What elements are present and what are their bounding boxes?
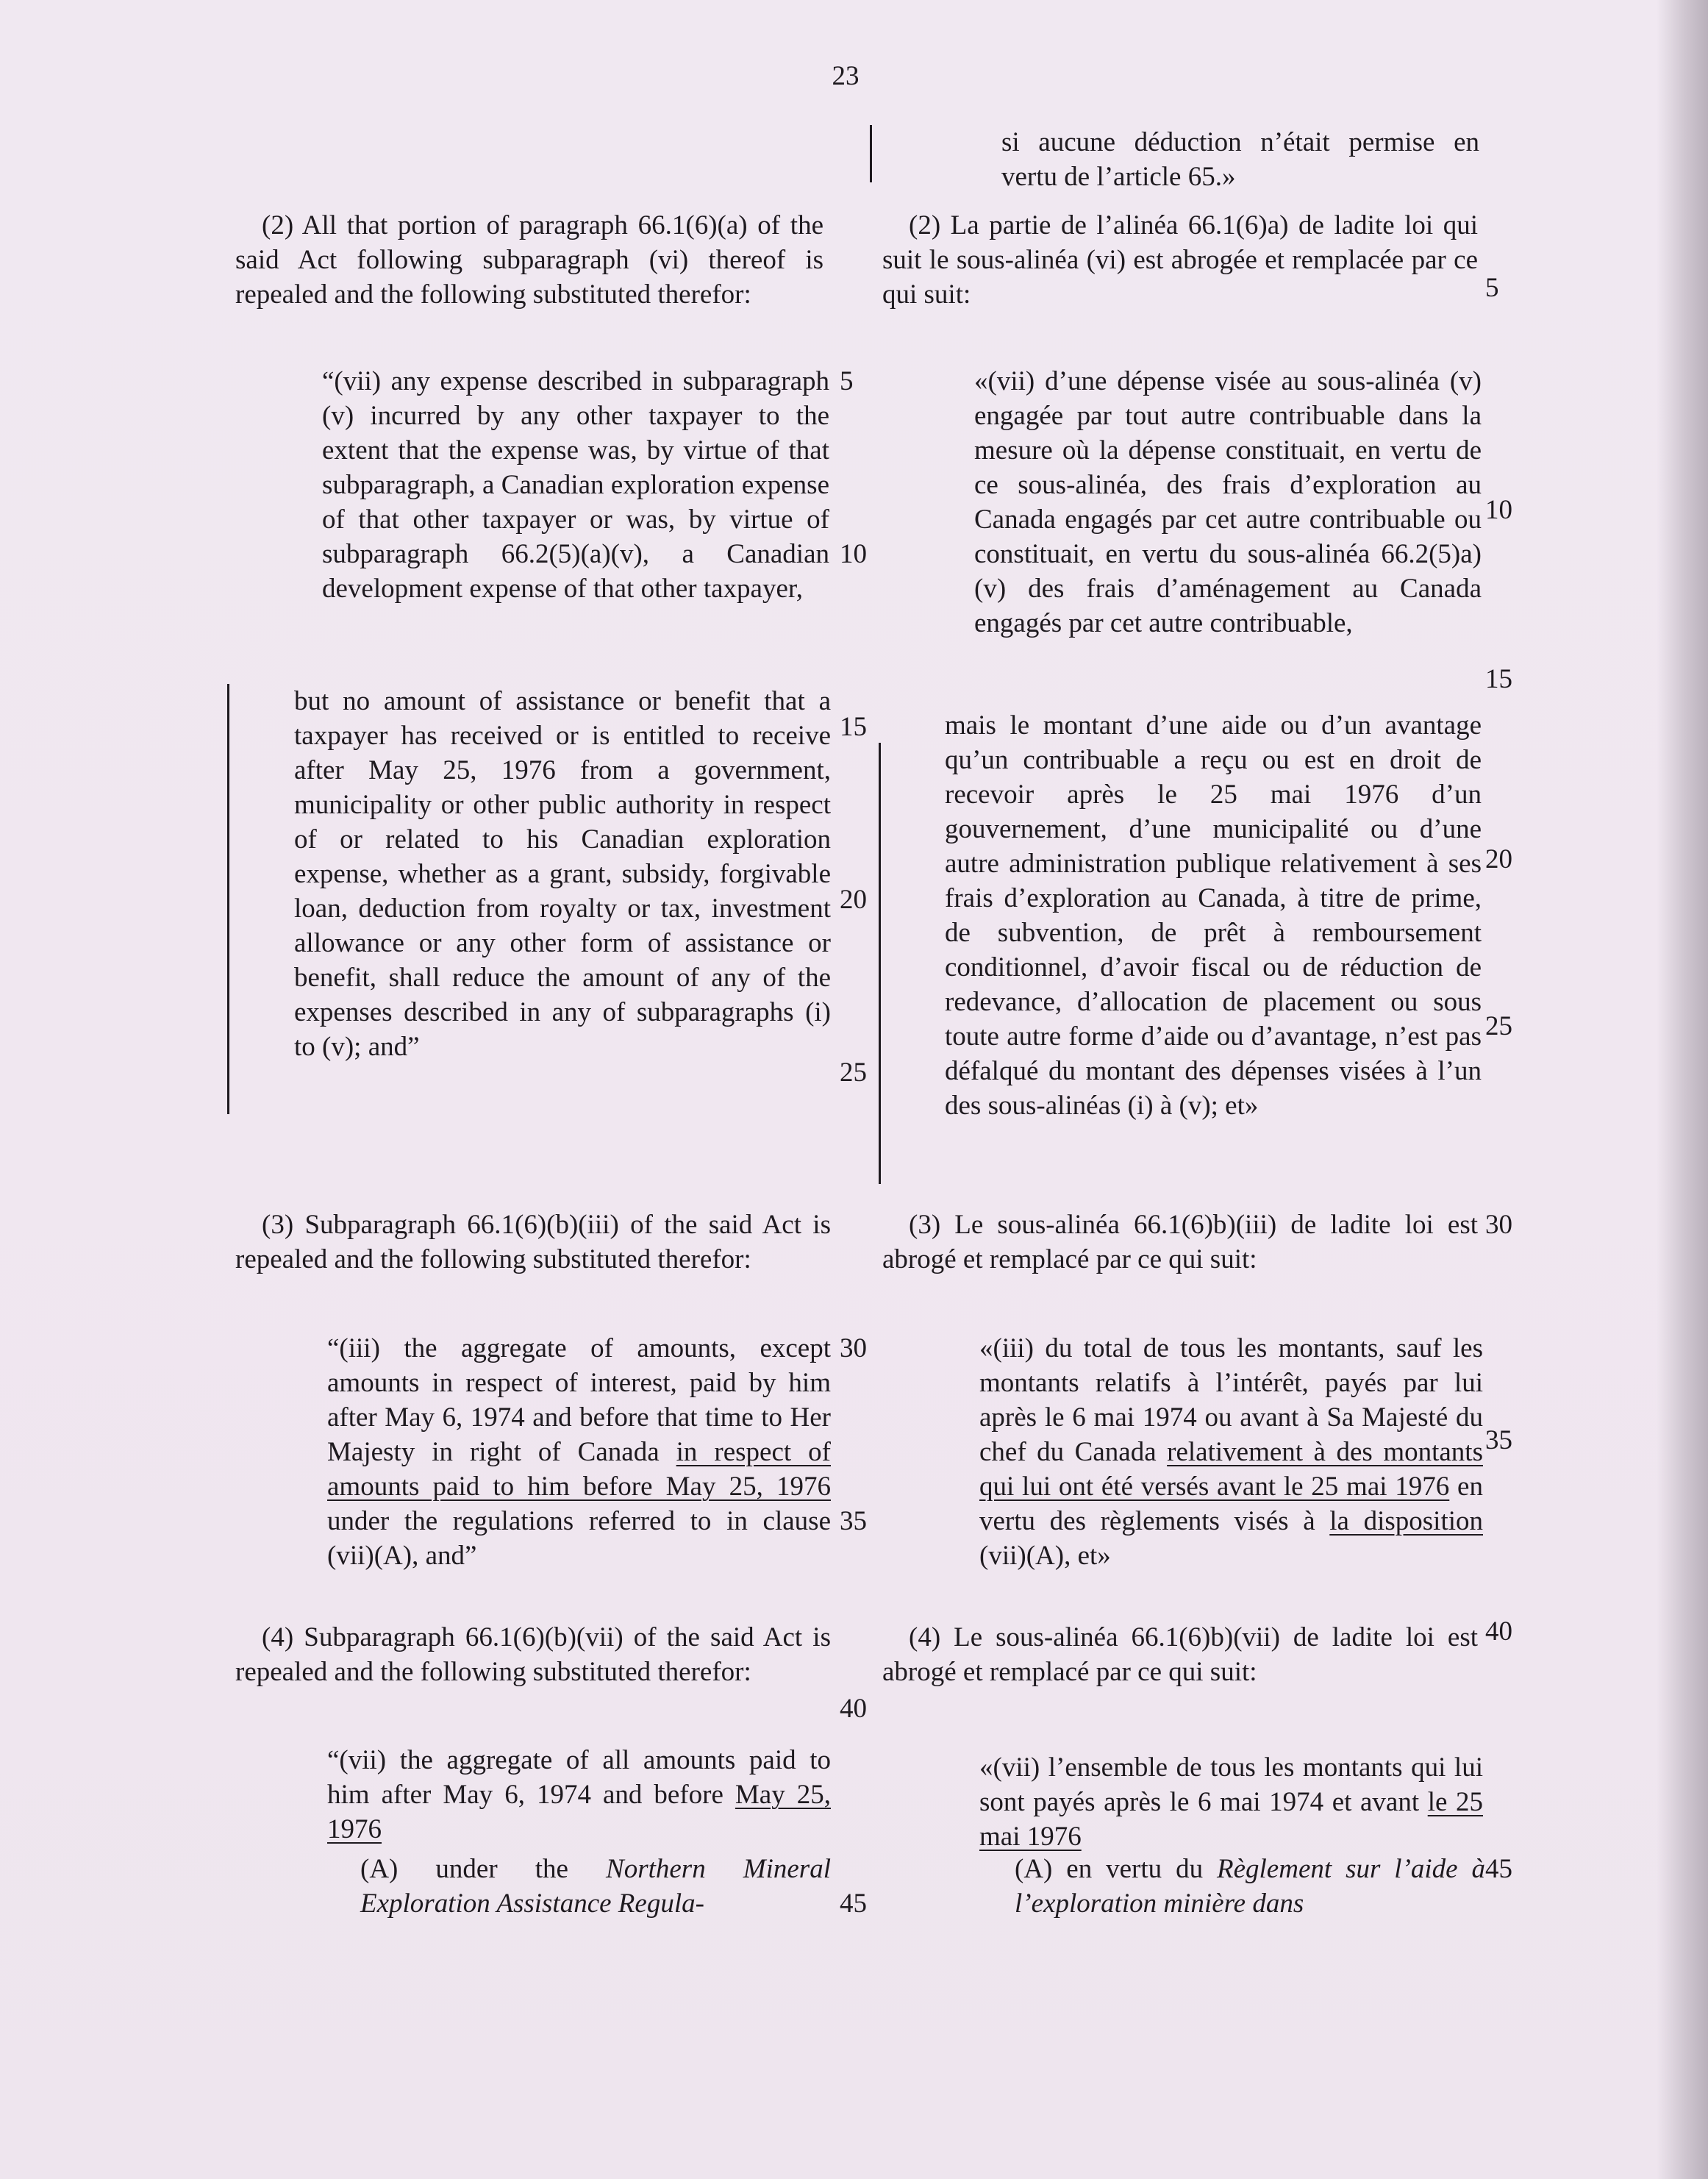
line-number-left: 15 <box>840 712 867 742</box>
fr-s4-vii-underlined: le 25 mai 1976 <box>979 1787 1484 1852</box>
line-number-right: 15 <box>1485 664 1512 694</box>
fr-s4-vii <box>979 1750 1483 1854</box>
en-s4-A <box>360 1852 831 1921</box>
fr-s3-iii <box>979 1331 1483 1573</box>
en-s3-iii <box>327 1331 831 1573</box>
page-number: 23 <box>832 61 860 91</box>
change-bar-top <box>870 125 872 182</box>
en-s3-iii-underlined: in respect of amounts paid to him before May 25, 1976 <box>327 1437 831 1502</box>
en-s4-vii-text: “(vii) the aggregate of all amounts paid to him after May 6, 1974 and before <box>327 1745 831 1810</box>
en-s2-intro: (2) All that portion of paragraph 66.1(6)(a) of the said Act following subparagraph (vi) thereof is repealed and the following substituted therefor: <box>235 210 823 310</box>
line-number-right: 5 <box>1485 273 1499 303</box>
fr-s2-intro: (2) La partie de l’alinéa 66.1(6)a) de ladite loi qui suit le sous-alinéa (vi) est abrogée et remplacée par ce qui suit: <box>882 210 1478 310</box>
fr-s2-vii-quote: «(vii) d’une dépense visée au sous-alinéa (v) engagée par tout autre contribuable dans la mesure où la dépense constituait, en vertu de ce sous-alinéa, des frais d’exploration au Canada engagés par cet autre contribuable ou constituait, en vertu du sous-alinéa 66.2(5)a)(v) des frais d’aménagement au Canada engagés par cet autre contribuable, <box>974 366 1482 638</box>
page-edge-shadow <box>1657 0 1708 2179</box>
fr-s3-iii-text-c: (vii)(A), et» <box>979 1541 1111 1571</box>
fr-s3-intro: (3) Le sous-alinéa 66.1(6)b)(iii) de ladite loi est abrogé et remplacé par ce qui suit: <box>882 1210 1478 1274</box>
fr-s4-A-text: (A) en vertu du <box>1015 1854 1217 1884</box>
line-number-left: 20 <box>840 885 867 915</box>
en-s3-intro: (3) Subparagraph 66.1(6)(b)(iii) of the said Act is repealed and the following substituted therefor: <box>235 1210 831 1274</box>
en-s4-intro: (4) Subparagraph 66.1(6)(b)(vii) of the said Act is repealed and the following substituted therefor: <box>235 1622 831 1687</box>
change-bar-middle <box>879 743 881 1184</box>
line-number-right: 35 <box>1485 1425 1512 1455</box>
fr-s3-iii-underlined-2: la disposition <box>1329 1506 1483 1536</box>
line-number-left: 35 <box>840 1506 867 1536</box>
fr-s3-iii-text-b: en vertu des règlements visés à <box>979 1472 1483 1536</box>
en-s3-iii-text-b: under the regulations referred to in clause (vii)(A), and” <box>327 1506 831 1571</box>
en-s2-but-clause: but no amount of assistance or benefit that a taxpayer has received or is entitled to receive after May 25, 1976 from a government, municipality or other public authority in respect of or related to his Canadian exploration expense, whether as a grant, subsidy, forgivable loan, deduction from royalty or tax, investment allowance or any other form of assistance or benefit, shall reduce the amount of any of the expenses described in any of subparagraphs (i) to (v); and” <box>294 686 831 1062</box>
line-number-left: 5 <box>840 366 854 396</box>
fr-s3-iii-text-a: «(iii) du total de tous les montants, sauf les montants relatifs à l’intérêt, payés par lui après le 6 mai 1974 ou avant à Sa Majesté du chef du Canada <box>979 1333 1483 1467</box>
line-number-right: 30 <box>1485 1210 1512 1240</box>
fr-s4-intro: (4) Le sous-alinéa 66.1(6)b)(vii) de ladite loi est abrogé et remplacé par ce qui suit: <box>882 1622 1478 1687</box>
line-number-right: 45 <box>1485 1854 1512 1884</box>
line-number-left: 10 <box>840 539 867 569</box>
line-number-left: 25 <box>840 1058 867 1088</box>
fr-s4-A-italic: Règlement sur l’aide à l’exploration minière dans <box>1015 1854 1486 1919</box>
fr-s4-A <box>1015 1852 1485 1921</box>
fr-s4-vii-text: «(vii) l’ensemble de tous les montants qui lui sont payés après le 6 mai 1974 et avant <box>979 1752 1483 1817</box>
en-s4-vii-underlined: May 25, 1976 <box>327 1780 831 1844</box>
line-number-left: 40 <box>840 1694 867 1724</box>
line-number-left: 30 <box>840 1333 867 1363</box>
en-s2-vii-quote: “(vii) any expense described in subparagraph (v) incurred by any other taxpayer to the extent that the expense was, by virtue of that subparagraph, a Canadian exploration expense of that other taxpayer or was, by virtue of subparagraph 66.2(5)(a)(v), a Canadian development expense of that other taxpayer, <box>322 366 829 604</box>
line-number-left: 45 <box>840 1889 867 1919</box>
en-s4-A-text: (A) under the <box>360 1854 607 1884</box>
en-s3-iii-text-a: “(iii) the aggregate of amounts, except amounts in respect of interest, paid by him after May 6, 1974 and before that time to Her Majesty in right of Canada <box>327 1333 831 1467</box>
fr-s3-iii-underlined: relativement à des montants qui lui ont été versés avant le 25 mai 1976 <box>979 1437 1483 1502</box>
line-number-right: 10 <box>1485 495 1512 525</box>
line-number-right: 25 <box>1485 1011 1512 1041</box>
en-s4-A-italic: Northern Mineral Exploration Assistance Regula- <box>360 1854 831 1919</box>
line-number-right: 40 <box>1485 1616 1512 1647</box>
change-bar-left <box>227 684 229 1114</box>
line-number-right: 20 <box>1485 844 1512 874</box>
fr-lead-in: si aucune déduction n’était permise en vertu de l’article 65.» <box>1001 127 1479 192</box>
fr-s2-mais-clause: mais le montant d’une aide ou d’un avantage qu’un contribuable a reçu ou est en droit de recevoir après le 25 mai 1976 d’un gouvernement, d’une municipalité ou d’une autre administration publique relativement à ses frais d’exploration au Canada, à titre de prime, de subvention, de prêt à remboursement conditionnel, d’avoir fiscal ou de réduction de redevance, d’allocation de placement ou sous toute autre forme d’aide ou d’avantage, n’est pas défalqué du montant des dépenses visées à l’un des sous-alinéas (i) à (v); et» <box>945 710 1482 1121</box>
en-s4-vii <box>327 1743 831 1847</box>
